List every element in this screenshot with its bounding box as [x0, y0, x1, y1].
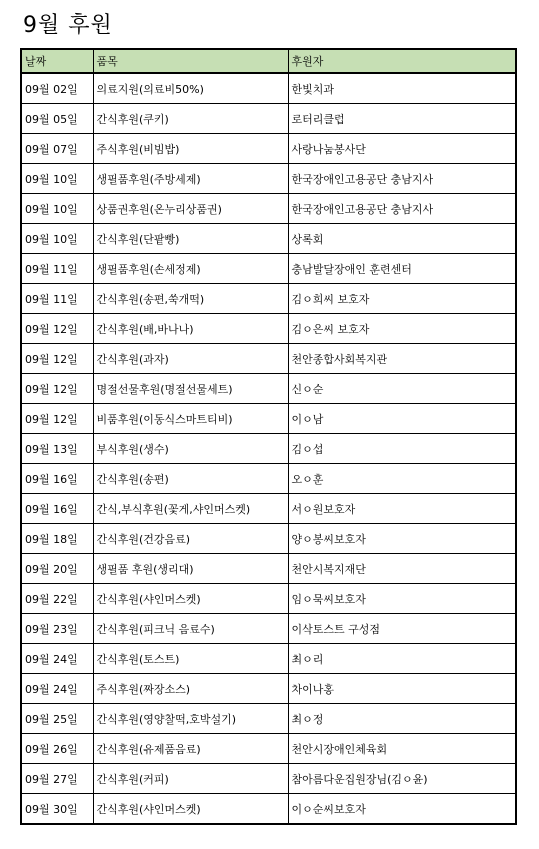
cell-item: 간식후원(유제품음료)	[93, 734, 288, 764]
cell-item: 간식후원(샤인머스켓)	[93, 584, 288, 614]
table-row	[21, 554, 516, 584]
cell-donor: 이ㅇ순씨보호자	[288, 794, 516, 825]
cell-date: 09월 22일	[21, 584, 93, 614]
table-row	[21, 73, 516, 104]
cell-donor: 로터리클럽	[288, 104, 516, 134]
cell-donor: 김ㅇ섭	[288, 434, 516, 464]
cell-item: 간식후원(샤인머스켓)	[93, 794, 288, 825]
table-row	[21, 224, 516, 254]
cell-item: 간식후원(피크닉 음료수)	[93, 614, 288, 644]
cell-donor: 임ㅇ묵씨보호자	[288, 584, 516, 614]
cell-donor: 김ㅇ희씨 보호자	[288, 284, 516, 314]
table-row	[21, 194, 516, 224]
cell-date: 09월 12일	[21, 314, 93, 344]
cell-item: 간식후원(커피)	[93, 764, 288, 794]
cell-item: 주식후원(비빔밥)	[93, 134, 288, 164]
cell-item: 생필품후원(손세정제)	[93, 254, 288, 284]
cell-donor: 한국장애인고용공단 충남지사	[288, 164, 516, 194]
table-row	[21, 494, 516, 524]
cell-date: 09월 25일	[21, 704, 93, 734]
table-row	[21, 614, 516, 644]
cell-date: 09월 24일	[21, 644, 93, 674]
table-row	[21, 584, 516, 614]
cell-date: 09월 27일	[21, 764, 93, 794]
table-row	[21, 674, 516, 704]
page-title: 9월 후원	[23, 13, 113, 38]
table-row	[21, 704, 516, 734]
cell-date: 09월 07일	[21, 134, 93, 164]
table-row	[21, 164, 516, 194]
table-row	[21, 764, 516, 794]
cell-date: 09월 26일	[21, 734, 93, 764]
column-header-date: 날짜	[21, 49, 93, 73]
cell-donor: 차이나홍	[288, 674, 516, 704]
cell-donor: 한국장애인고용공단 충남지사	[288, 194, 516, 224]
table-row	[21, 794, 516, 825]
cell-donor: 신ㅇ순	[288, 374, 516, 404]
cell-item: 간식후원(토스트)	[93, 644, 288, 674]
cell-date: 09월 18일	[21, 524, 93, 554]
cell-donor: 이ㅇ남	[288, 404, 516, 434]
cell-donor: 충남발달장애인 훈련센터	[288, 254, 516, 284]
cell-donor: 최ㅇ리	[288, 644, 516, 674]
table-row	[21, 254, 516, 284]
cell-item: 간식후원(영양찰떡,호박설기)	[93, 704, 288, 734]
cell-date: 09월 12일	[21, 344, 93, 374]
cell-donor: 천안시복지재단	[288, 554, 516, 584]
cell-date: 09월 13일	[21, 434, 93, 464]
column-header-item: 품목	[93, 49, 288, 73]
cell-item: 간식후원(배,바나나)	[93, 314, 288, 344]
column-header-donor: 후원자	[288, 49, 516, 73]
cell-date: 09월 12일	[21, 404, 93, 434]
cell-date: 09월 16일	[21, 464, 93, 494]
table-row	[21, 314, 516, 344]
table-row	[21, 104, 516, 134]
table-row	[21, 134, 516, 164]
cell-donor: 김ㅇ은씨 보호자	[288, 314, 516, 344]
cell-item: 간식후원(단팥빵)	[93, 224, 288, 254]
cell-date: 09월 23일	[21, 614, 93, 644]
cell-date: 09월 24일	[21, 674, 93, 704]
table-row	[21, 434, 516, 464]
table-body	[21, 73, 516, 824]
table-row	[21, 344, 516, 374]
cell-item: 간식후원(송편)	[93, 464, 288, 494]
cell-item: 생필품후원(주방세제)	[93, 164, 288, 194]
table-row	[21, 284, 516, 314]
cell-date: 09월 30일	[21, 794, 93, 825]
cell-item: 비품후원(이동식스마트티비)	[93, 404, 288, 434]
table-row	[21, 644, 516, 674]
cell-donor: 최ㅇ정	[288, 704, 516, 734]
cell-date: 09월 12일	[21, 374, 93, 404]
cell-item: 간식,부식후원(꽃게,샤인머스켓)	[93, 494, 288, 524]
cell-date: 09월 16일	[21, 494, 93, 524]
cell-donor: 사랑나눔봉사단	[288, 134, 516, 164]
cell-item: 간식후원(쿠키)	[93, 104, 288, 134]
table-row	[21, 524, 516, 554]
cell-item: 부식후원(생수)	[93, 434, 288, 464]
cell-donor: 천안종합사회복지관	[288, 344, 516, 374]
cell-date: 09월 10일	[21, 224, 93, 254]
cell-item: 의료지원(의료비50%)	[93, 73, 288, 104]
cell-date: 09월 10일	[21, 194, 93, 224]
cell-date: 09월 02일	[21, 73, 93, 104]
cell-item: 간식후원(과자)	[93, 344, 288, 374]
cell-donor: 서ㅇ원보호자	[288, 494, 516, 524]
cell-donor: 한빛치과	[288, 73, 516, 104]
cell-date: 09월 11일	[21, 254, 93, 284]
cell-donor: 천안시장애인체육회	[288, 734, 516, 764]
table-row	[21, 374, 516, 404]
cell-donor: 참아름다운집원장님(김ㅇ윤)	[288, 764, 516, 794]
cell-item: 주식후원(짜장소스)	[93, 674, 288, 704]
cell-item: 명절선물후원(명절선물세트)	[93, 374, 288, 404]
cell-item: 상품권후원(온누리상품권)	[93, 194, 288, 224]
table-row	[21, 464, 516, 494]
table-row	[21, 734, 516, 764]
cell-date: 09월 20일	[21, 554, 93, 584]
table-header-row	[21, 49, 516, 73]
cell-donor: 이삭토스트 구성점	[288, 614, 516, 644]
cell-date: 09월 05일	[21, 104, 93, 134]
donation-table	[20, 48, 517, 825]
cell-item: 간식후원(송편,쑥개떡)	[93, 284, 288, 314]
cell-item: 생필품 후원(생리대)	[93, 554, 288, 584]
cell-date: 09월 10일	[21, 164, 93, 194]
cell-item: 간식후원(건강음료)	[93, 524, 288, 554]
cell-donor: 오ㅇ훈	[288, 464, 516, 494]
table-row	[21, 404, 516, 434]
cell-donor: 상록회	[288, 224, 516, 254]
cell-donor: 양ㅇ봉씨보호자	[288, 524, 516, 554]
cell-date: 09월 11일	[21, 284, 93, 314]
